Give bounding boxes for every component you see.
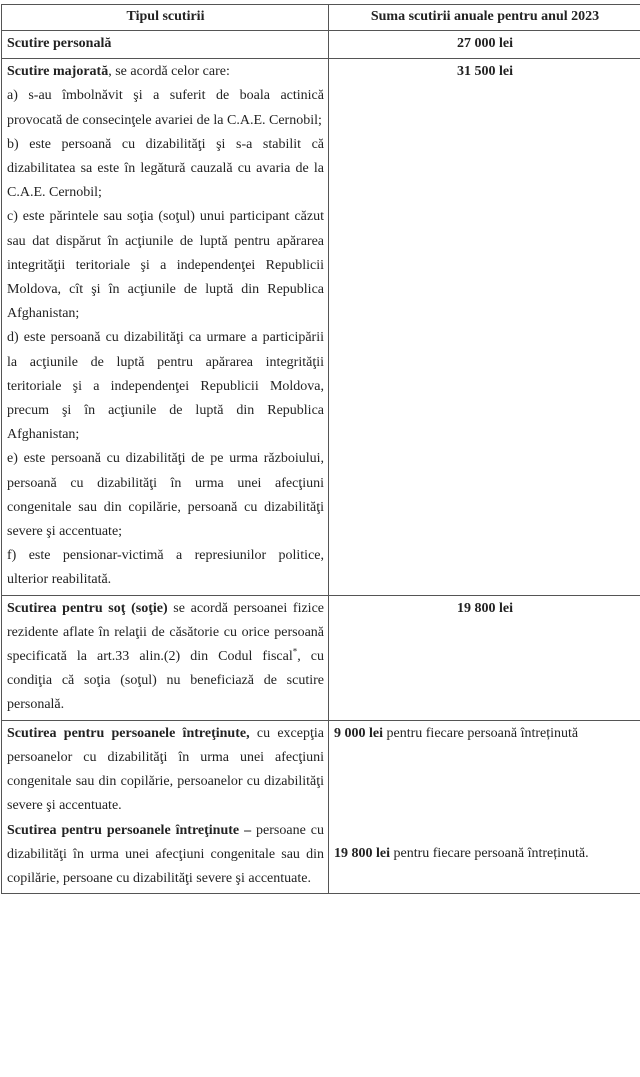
sot-title: Scutirea pentru soţ (soţie): [7, 601, 168, 616]
personal-title: Scutire personală: [7, 36, 111, 51]
majorata-intro: , se acordă celor care:: [108, 64, 230, 79]
intretinute-block-2: [7, 819, 324, 892]
footnote-mark: *: [293, 646, 298, 656]
sot-text-b: , cu condiţia că soţia (soţul) nu beneficiază de scutire personală.: [7, 649, 324, 712]
majorata-item-c: c) este părintele sau soţia (soţul) unui participant căzut sau dat dispărut în acţiunile de luptă pentru apărarea integrităţii teritoriale şi a independenţei Republicii Moldova, cît şi în acţiunile de luptă din Republica Afghanistan;: [7, 205, 324, 326]
sot-amount: 19 800 lei: [457, 601, 513, 616]
amount-spacer: [334, 746, 636, 842]
tax-exemptions-table: [1, 4, 640, 894]
cell-sot-type: [2, 595, 329, 720]
cell-majorata-amount: [329, 59, 640, 595]
table-row-personal: [2, 31, 640, 59]
majorata-item-b: b) este persoană cu dizabilităţi şi s-a stabilit că dizabilitatea sa este în legătură cauzală cu avaria de la C.A.E. Cernobil;: [7, 133, 324, 206]
cell-sot-amount: [329, 595, 640, 720]
sot-text-a: se acordă persoanei fizice rezidente aflate în relaţii de căsătorie cu orice persoană specificată la art.33 alin.(2) din Codul fiscal: [7, 601, 324, 664]
intretinute-amount-1: [334, 722, 636, 746]
intretinute-text-2: persoane cu dizabilităţi în urma unei afecţiuni congenitale sau din copilărie, persoane cu dizabilităţi severe şi accentuate.: [7, 823, 324, 886]
intretinute-text-1: cu excepţia persoanelor cu dizabilităţi în urma unei afecţiuni congenitale sau din copilărie, persoanelor cu dizabilităţi severe şi accentuate.: [7, 726, 324, 814]
majorata-item-f: f) este pensionar-victimă a represiunilor politice, ulterior reabilitată.: [7, 544, 324, 592]
cell-personal-amount: [329, 31, 640, 59]
majorata-title: Scutire majorată: [7, 64, 108, 79]
table-row-intretinute: [2, 720, 640, 893]
intretinute-amount-1-text: pentru fiecare persoană întreținută: [383, 726, 578, 741]
intretinute-amount-2-text: pentru fiecare persoană întreținută.: [390, 846, 589, 861]
majorata-item-e: e) este persoană cu dizabilităţi de pe urma războiului, persoană cu dizabilităţi în urma unei afecţiuni congenitale sau din copilărie, persoană cu dizabilităţi severe şi accentuate;: [7, 447, 324, 544]
intretinute-title-2: Scutirea pentru persoanele întreţinute –: [7, 823, 251, 838]
intretinute-amount-1-bold: 9 000 lei: [334, 726, 383, 741]
cell-intretinute-amount: [329, 720, 640, 893]
cell-intretinute-type: [2, 720, 329, 893]
table-header-row: [2, 5, 640, 31]
intretinute-amount-2-bold: 19 800 lei: [334, 846, 390, 861]
majorata-intro-line: [7, 64, 230, 79]
intretinute-amount-2: [334, 842, 636, 866]
table-row-majorata: [2, 59, 640, 595]
table-row-sot: [2, 595, 640, 720]
header-exemption-type: Tipul scutirii: [2, 5, 329, 31]
intretinute-title-1: Scutirea pentru persoanele întreţinute,: [7, 726, 250, 741]
personal-amount: 27 000 lei: [457, 36, 513, 51]
majorata-item-d: d) este persoană cu dizabilităţi ca urmare a participării la acţiunile de luptă pentru apărarea integrităţii teritoriale şi a independenţei Republicii Moldova, precum şi în acţiunile de luptă din Republica Afghanistan;: [7, 326, 324, 447]
majorata-amount: 31 500 lei: [457, 64, 513, 79]
header-exemption-amount: Suma scutirii anuale pentru anul 2023: [329, 5, 640, 31]
cell-majorata-type: [2, 59, 329, 595]
intretinute-block-1: [7, 722, 324, 819]
cell-personal-type: [2, 31, 329, 59]
majorata-item-a: a) s-au îmbolnăvit şi a suferit de boala actinică provocată de consecinţele avariei de la C.A.E. Cernobil;: [7, 84, 324, 132]
